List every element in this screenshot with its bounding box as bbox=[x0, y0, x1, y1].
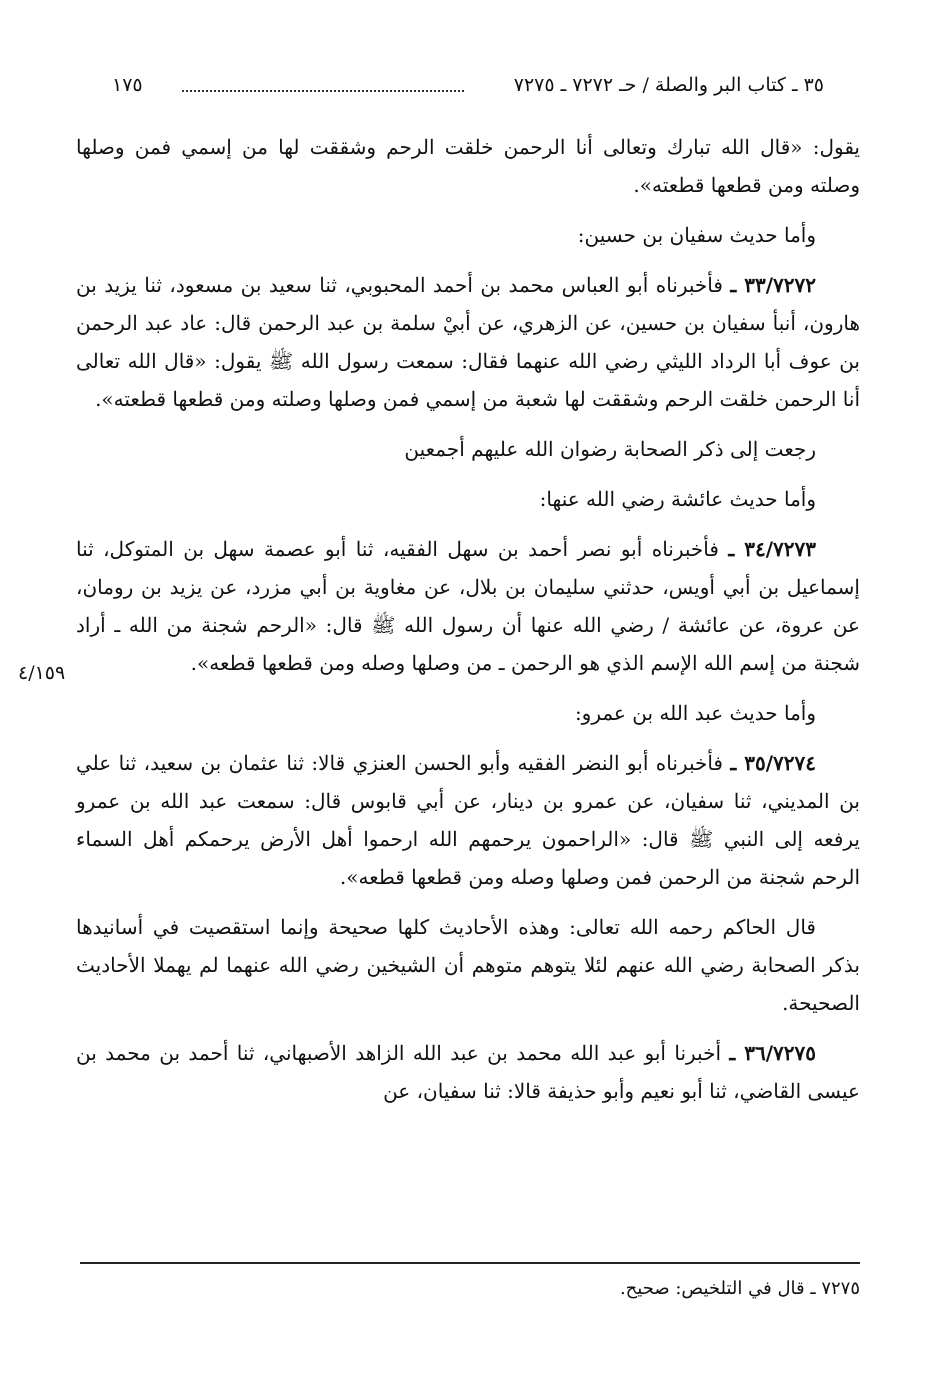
paragraph: رجعت إلى ذكر الصحابة رضوان الله عليهم أجمعين bbox=[404, 437, 816, 461]
paragraph: قال الحاكم رحمه الله تعالى: وهذه الأحاديث كلها صحيحة وإنما استقصيت في أسانيدها بذكر الصحابة رضي الله عنهم لئلا يتوهم متوهم أن الشيخين رضي الله عنهما لم يهملا الأحاديث الصحيحة. bbox=[76, 915, 860, 1015]
paragraph: يقول: «قال الله تبارك وتعالى أنا الرحمن خلقت الرحم وشققت لها من إسمي فمن وصلها وصلته ومن قطعها قطعته». bbox=[76, 135, 860, 197]
page-header bbox=[112, 70, 824, 110]
paragraph: وأما حديث عبد الله بن عمرو: bbox=[574, 701, 816, 725]
hadith-paragraph: ٣٣/٧٢٧٢ ـ فأخبرناه أبو العباس محمد بن أحمد المحبوبي، ثنا سعيد بن مسعود، ثنا يزيد بن هارون، أنبأ سفيان بن حسين، عن الزهري، عن أبيْ سلمة بن عبد الرحمن قال: عاد عبد الرحمن بن عوف أبا الرداد الليثي رضي الله عنهما فقال: سمعت رسول الله ﷺ يقول: «قال الله تعالى أنا الرحمن خلقت الرحم وشققت لها شعبة من إسمي فمن وصلها وصلته ومن قطعها قطعته». bbox=[76, 273, 860, 411]
footnote: ٧٢٧٥ ـ قال في التلخيص: صحيح. bbox=[619, 1278, 860, 1299]
dotted-leader bbox=[182, 90, 464, 92]
hadith-paragraph: ٣٤/٧٢٧٣ ـ فأخبرناه أبو نصر أحمد بن سهل الفقيه، ثنا أبو عصمة سهل بن المتوكل، ثنا إسماعيل بن أبي أويس، حدثني سليمان بن بلال، عن مغاوية بن أبي مزرد، عن يزيد بن رومان، عن عروة، عن عائشة / رضي الله عنها أن رسول الله ﷺ قال: «الرحم شجنة من الله ـ أراد شجنة من إسم الله الإسم الذي هو الرحمن ـ من وصلها وصله ومن قطعها قطعه». bbox=[76, 537, 860, 675]
hadith-number: ٣٤/٧٢٧٣ ـ bbox=[728, 537, 817, 561]
running-title: ٣٥ ـ كتاب البر والصلة / حـ ٧٢٧٢ ـ ٧٢٧٥ bbox=[513, 74, 824, 96]
margin-note: ٤/١٥٩ bbox=[18, 662, 66, 684]
paragraph: وأما حديث عائشة رضي الله عنها: bbox=[539, 487, 816, 511]
hadith-number: ٣٦/٧٢٧٥ ـ bbox=[729, 1041, 817, 1065]
paragraph: وأما حديث سفيان بن حسين: bbox=[577, 223, 816, 247]
page-number: ١٧٥ bbox=[112, 74, 143, 96]
main-text bbox=[76, 128, 860, 1122]
hadith-paragraph: ٣٦/٧٢٧٥ ـ أخبرنا أبو عبد الله محمد بن عبد الله الزاهد الأصبهاني، ثنا أحمد بن محمد بن عيسى القاضي، ثنا أبو نعيم وأبو حذيفة قالا: ثنا سفيان، عن bbox=[76, 1041, 860, 1103]
hadith-number: ٣٥/٧٢٧٤ ـ bbox=[730, 751, 817, 775]
footnote-divider bbox=[80, 1262, 860, 1264]
hadith-paragraph: ٣٥/٧٢٧٤ ـ فأخبرناه أبو النضر الفقيه وأبو الحسن العنزي قالا: ثنا عثمان بن سعيد، ثنا علي بن المديني، ثنا سفيان، عن عمرو بن دينار، عن أبي قابوس قال: سمعت عبد الله بن عمرو يرفعه إلى النبي ﷺ قال: «الراحمون يرحمهم الله ارحموا أهل الأرض يرحمكم أهل السماء الرحم شجنة من الرحمن فمن وصلها وصله ومن قطعها قطعه». bbox=[76, 751, 860, 889]
hadith-number: ٣٣/٧٢٧٢ ـ bbox=[730, 273, 817, 297]
